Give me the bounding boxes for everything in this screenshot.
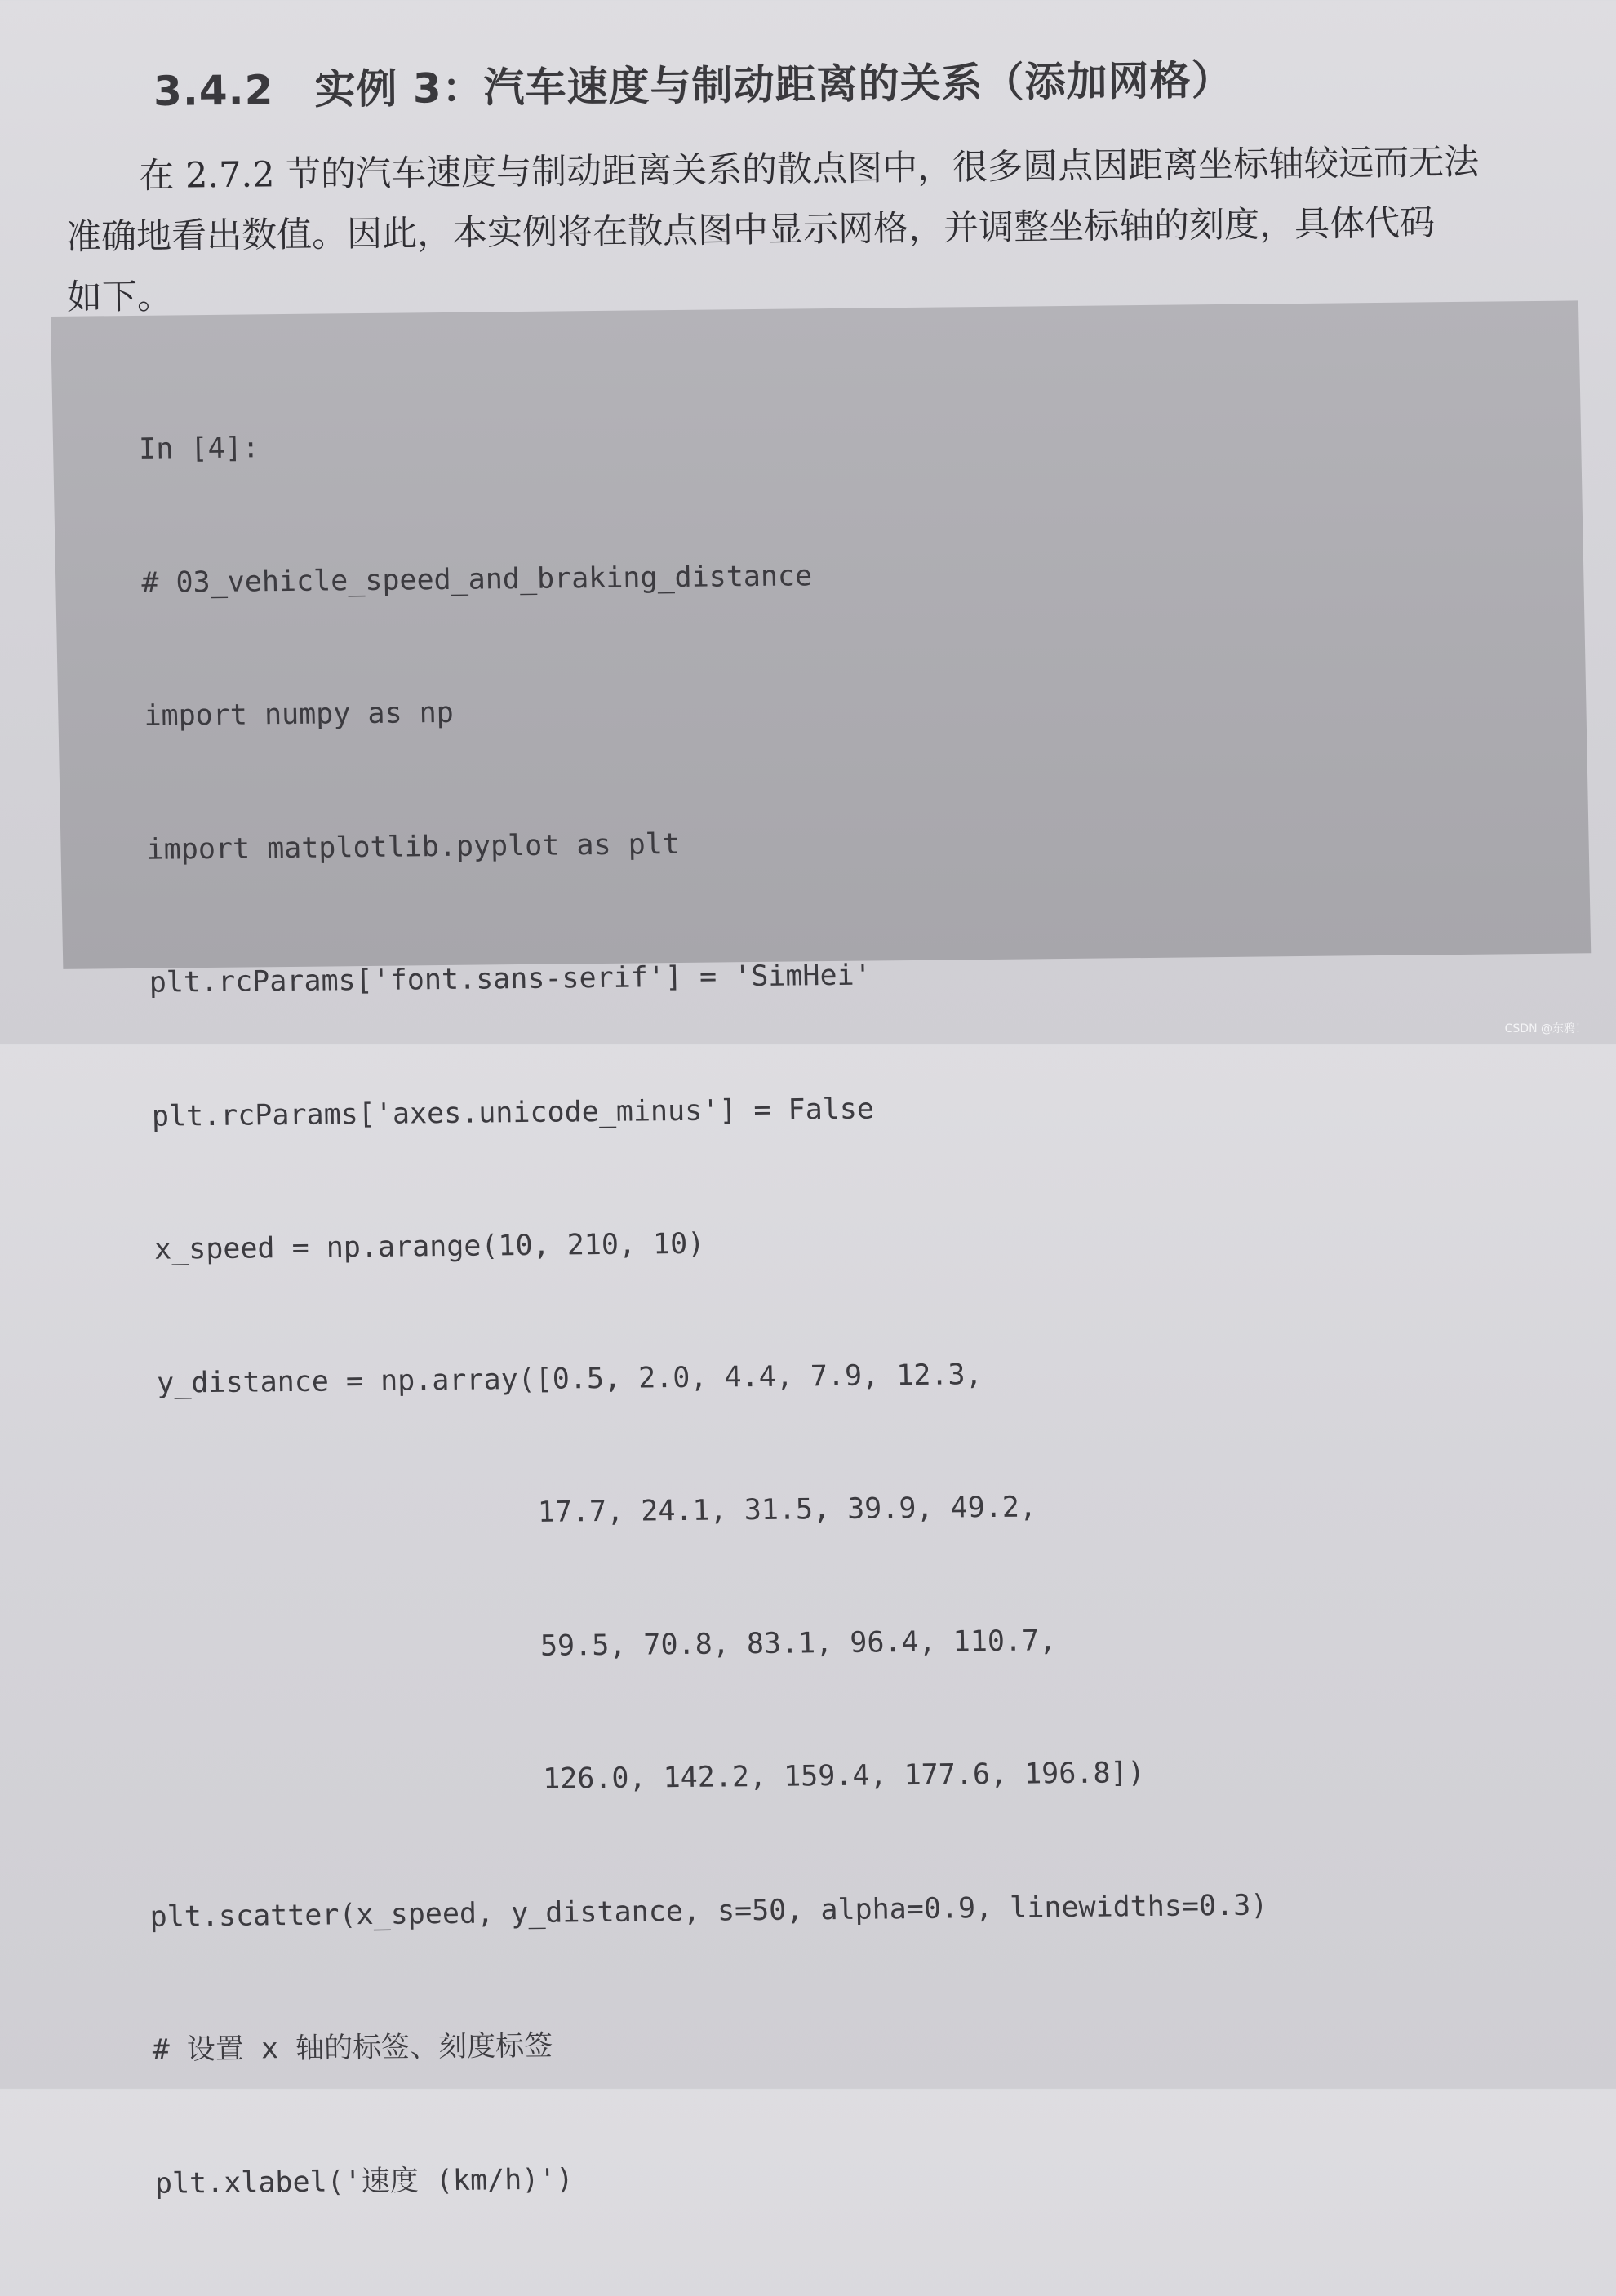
paragraph-line: 如下。 [66, 276, 173, 318]
section-number: 3.4.2 [153, 66, 274, 115]
code-line: # 设置 x 轴的标签、刻度标签 [152, 2029, 553, 2067]
code-line: # 03_vehicle_speed_and_braking_distance [123, 559, 813, 600]
code-line: plt.rcParams['font.sans-serif'] = 'SimHei' [131, 959, 872, 1000]
paragraph-line: 准确地看出数值。因此，本实例将在散点图中显示网格，并调整坐标轴的刻度，具体代码 [65, 202, 1436, 258]
code-line: plt.scatter(x_speed, y_distance, s=50, alpha=0.9, linewidths=0.3) [149, 1888, 1268, 1934]
code-line: y_distance = np.array([0.5, 2.0, 4.4, 7.9, 12.3, [139, 1358, 983, 1400]
code-listing [120, 327, 1276, 2295]
body-paragraph [65, 131, 1552, 328]
code-line: x_speed = np.arange(10, 210, 10) [136, 1227, 705, 1266]
code-line: In [4]: [121, 432, 260, 467]
code-line: 126.0, 142.2, 159.4, 177.6, 196.8]) [147, 1757, 1146, 1800]
code-line: 17.7, 24.1, 31.5, 39.9, 49.2, [141, 1491, 1037, 1533]
section-title: 实例 3：汽车速度与制动距离的关系（添加网格） [314, 56, 1233, 113]
code-line: plt.xlabel('速度 (km/h)') [154, 2162, 574, 2201]
paragraph-line: 在 2.7.2 节的汽车速度与制动距离关系的散点图中，很多圆点因距离坐标轴较远而无法 [139, 141, 1480, 197]
code-line: plt.rcParams['axes.unicode_minus'] = False [134, 1092, 875, 1133]
code-line: import numpy as np [127, 696, 455, 734]
code-line: import matplotlib.pyplot as plt [129, 827, 681, 867]
watermark: CSDN @东鸦！ [1504, 1022, 1587, 1035]
code-line: 59.5, 70.8, 83.1, 96.4, 110.7, [144, 1624, 1057, 1667]
section-heading [153, 47, 1233, 117]
